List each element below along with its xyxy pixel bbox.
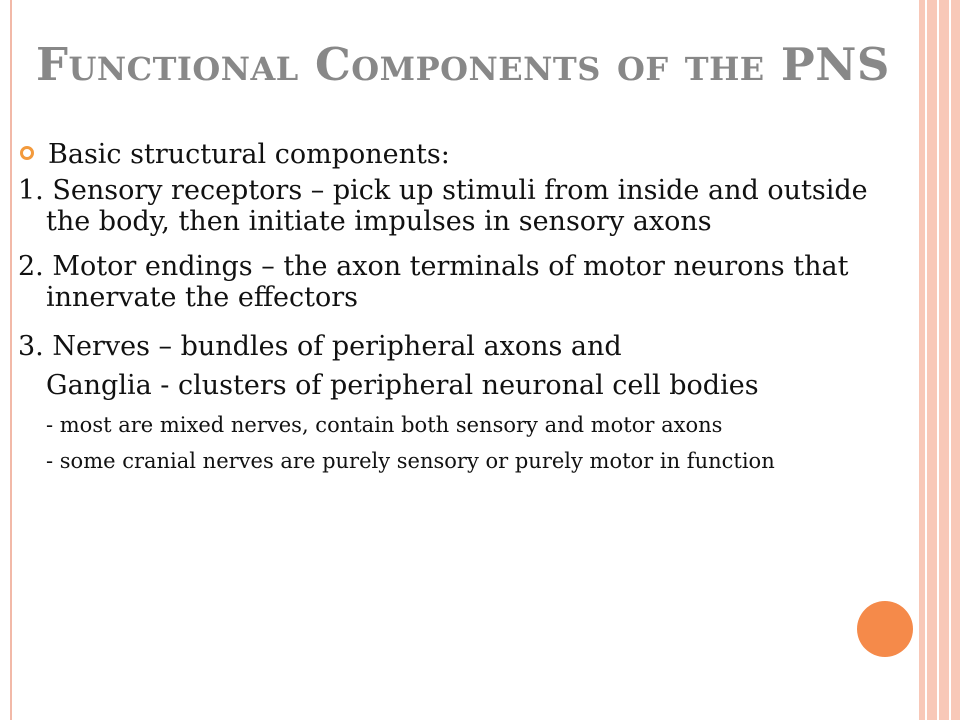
list-item-nerves: 3. Nerves – bundles of peripheral axons and bbox=[18, 331, 622, 362]
right-border-line bbox=[937, 0, 939, 720]
list-item-sensory-receptors: 1. Sensory receptors – pick up stimuli from inside and outside the body, then initiate impulses in sensory axons bbox=[18, 175, 868, 237]
bullet-item bbox=[18, 138, 918, 171]
slide-body bbox=[18, 138, 918, 473]
right-border-line bbox=[949, 0, 951, 720]
subnote-mixed-nerves: - most are mixed nerves, contain both sensory and motor axons bbox=[46, 413, 723, 437]
slide-title: Functional Components of the PNS bbox=[36, 38, 890, 91]
bullet-icon bbox=[20, 146, 34, 160]
right-border-line bbox=[925, 0, 927, 720]
bullet-text: Basic structural components: bbox=[48, 139, 450, 170]
decorative-circle bbox=[857, 601, 913, 657]
subnote-cranial-nerves: - some cranial nerves are purely sensory or purely motor in function bbox=[46, 449, 775, 473]
ganglia-text: Ganglia - clusters of peripheral neuronal cell bodies bbox=[46, 370, 759, 401]
list-item-motor-endings: 2. Motor endings – the axon terminals of motor neurons that innervate the effectors bbox=[18, 251, 849, 313]
left-border-line bbox=[10, 0, 12, 720]
